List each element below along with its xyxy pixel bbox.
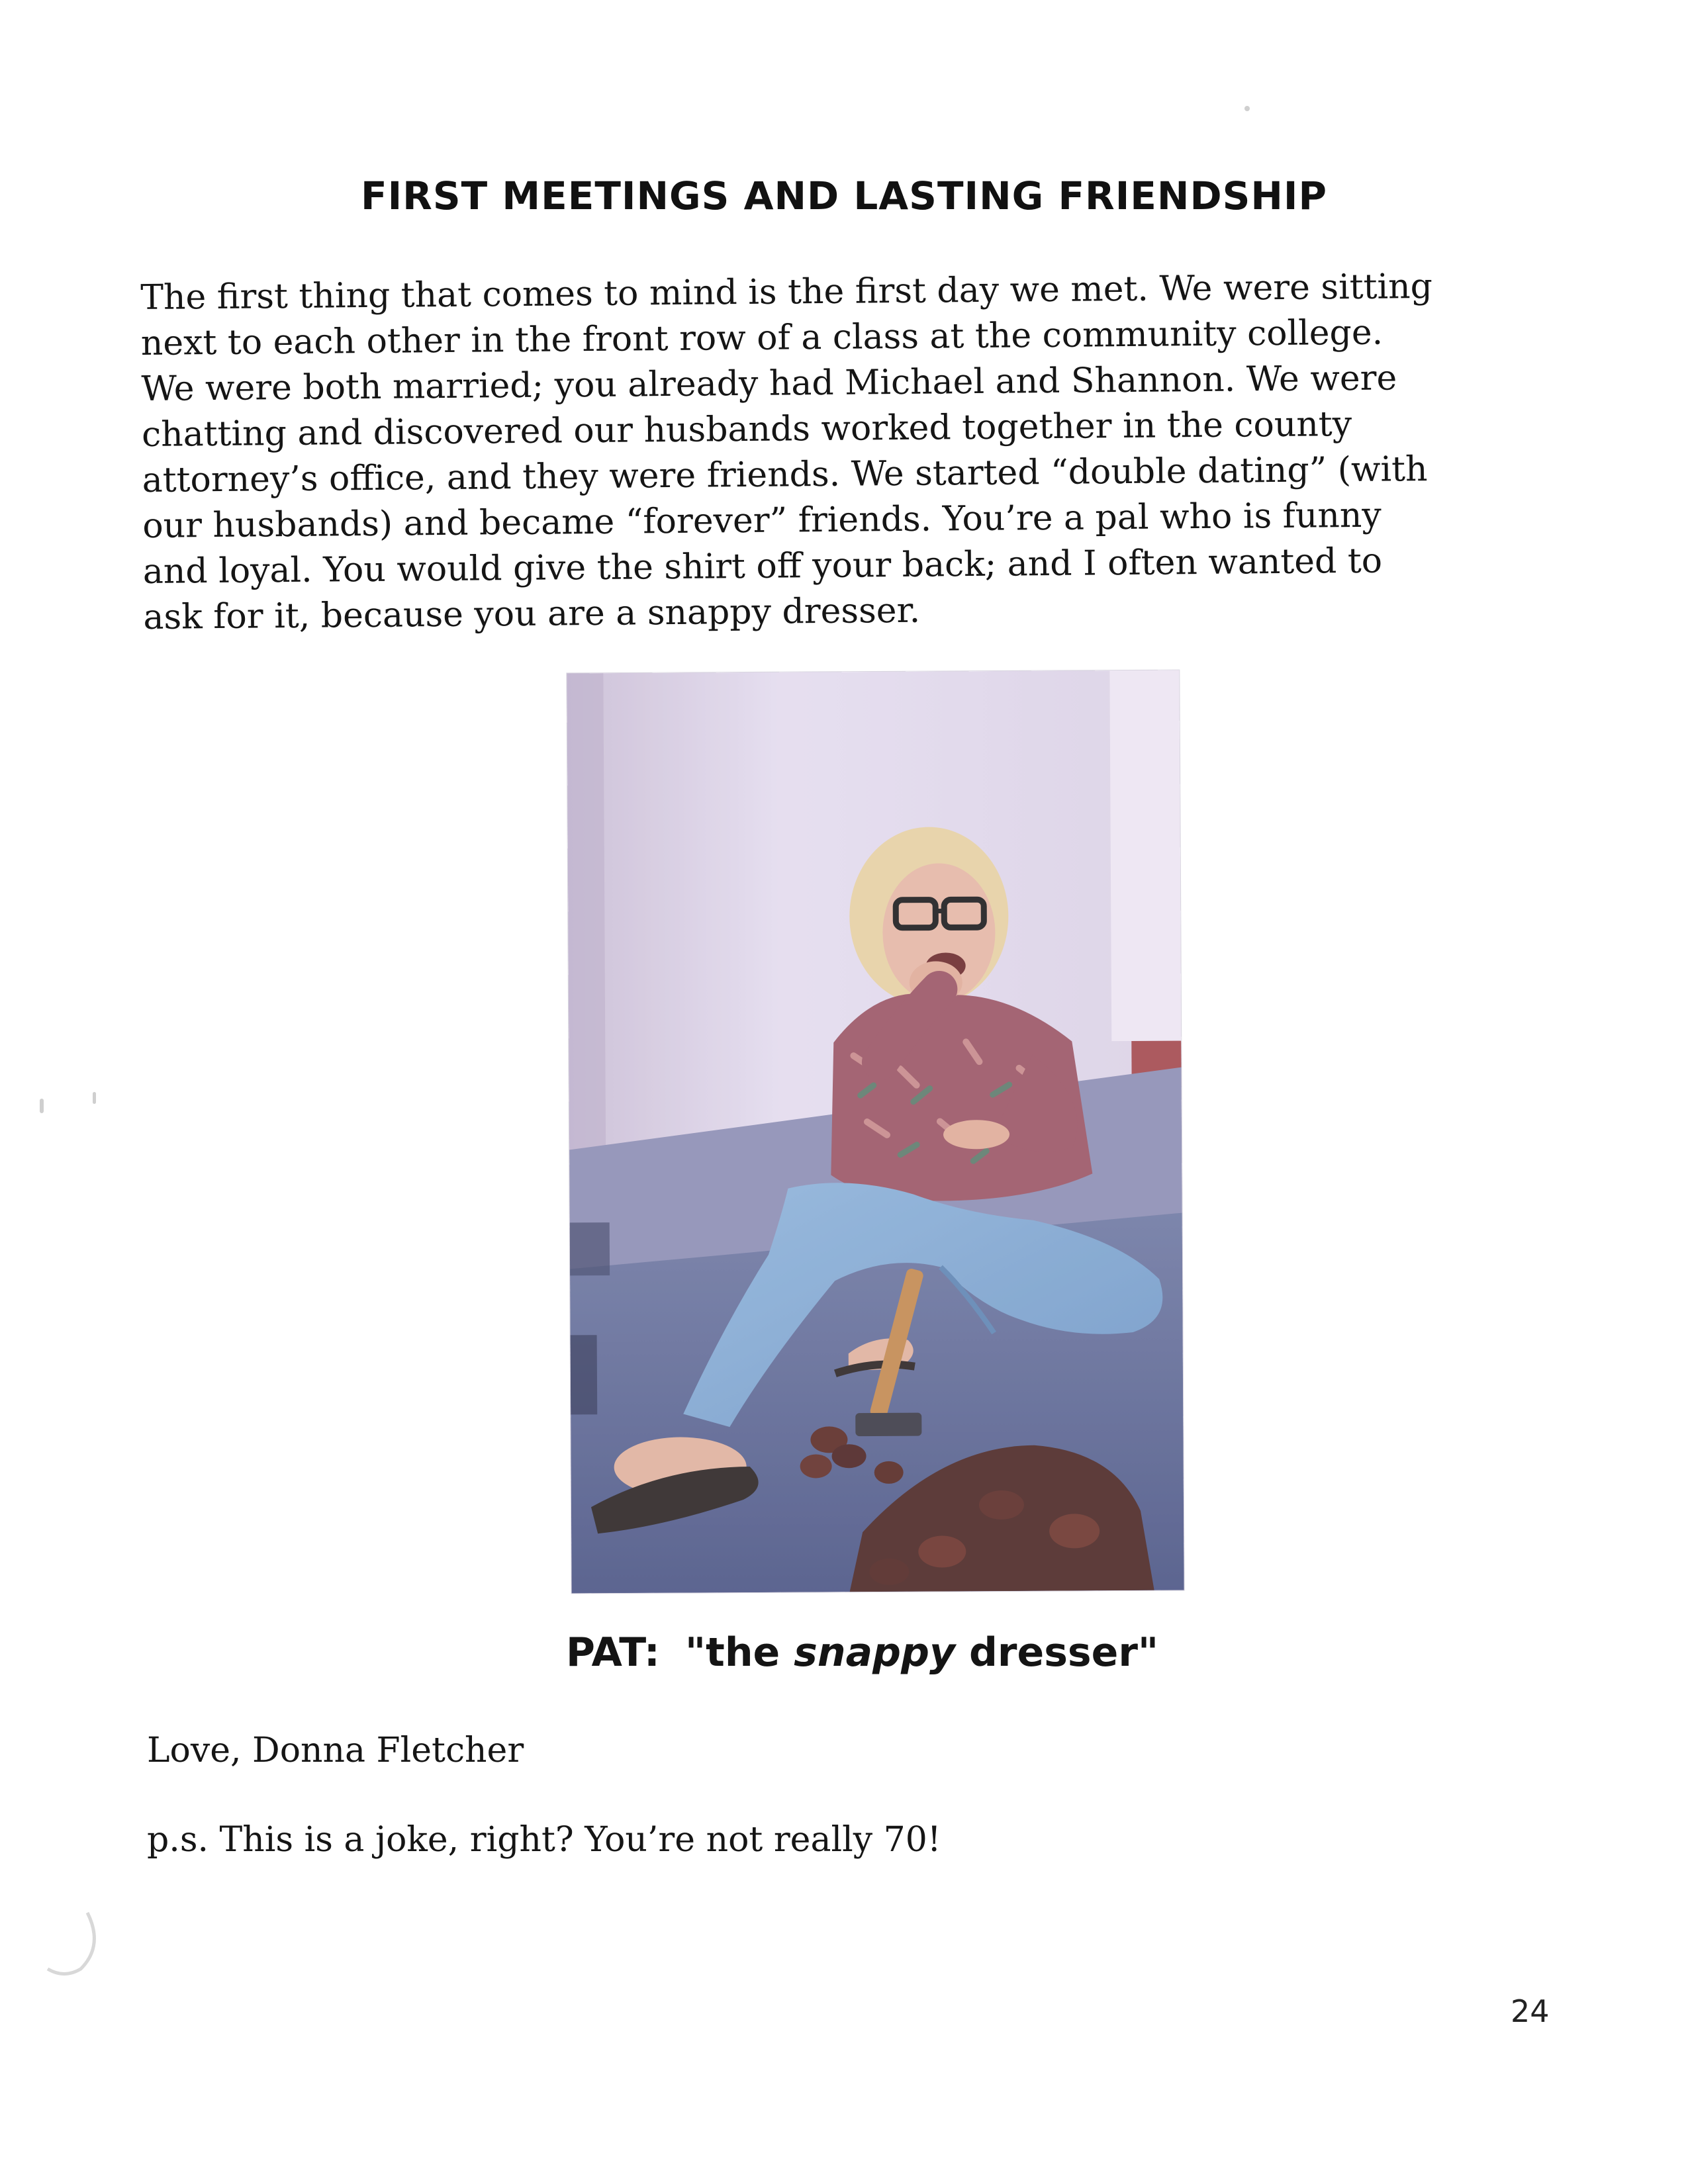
photo-of-pat: [567, 670, 1184, 1594]
paragraph-line: attorney’s office, and they were friends. We started “double dating” (with: [142, 449, 1428, 500]
scan-speck: [1244, 106, 1250, 111]
page-number: 24: [1511, 1993, 1550, 2029]
postscript: p.s. This is a joke, right? You’re not really 70!: [147, 1820, 941, 1860]
paragraph-line: our husbands) and became “forever” friends. You’re a pal who is funny: [142, 495, 1382, 546]
paragraph-line: The first thing that comes to mind is the first day we met. We were sitting: [140, 266, 1433, 318]
paragraph-line: next to each other in the front row of a class at the community college.: [140, 312, 1383, 363]
caption-quote-start: "the: [684, 1629, 794, 1676]
caption-name: PAT:: [566, 1629, 660, 1676]
page-title: FIRST MEETINGS AND LASTING FRIENDSHIP: [360, 173, 1328, 218]
scan-speck: [40, 1099, 44, 1113]
caption-emphasis: snappy: [794, 1629, 956, 1676]
photo-illustration: [567, 670, 1184, 1594]
paragraph-line: We were both married; you already had Michael and Shannon. We were: [141, 358, 1397, 409]
paragraph-line: chatting and discovered our husbands worked together in the county: [141, 404, 1352, 455]
paragraph-line: and loyal. You would give the shirt off your back; and I often wanted to: [142, 541, 1383, 592]
punch-hole-mark: [41, 1906, 101, 1979]
photo-caption: [566, 1629, 1281, 1676]
caption-quote-end: dresser": [955, 1629, 1159, 1676]
scan-speck: [93, 1092, 96, 1104]
letter-paragraph: [140, 263, 1547, 640]
paragraph-line: ask for it, because you are a snappy dresser.: [143, 590, 921, 637]
letter-signoff: Love, Donna Fletcher: [147, 1731, 524, 1770]
